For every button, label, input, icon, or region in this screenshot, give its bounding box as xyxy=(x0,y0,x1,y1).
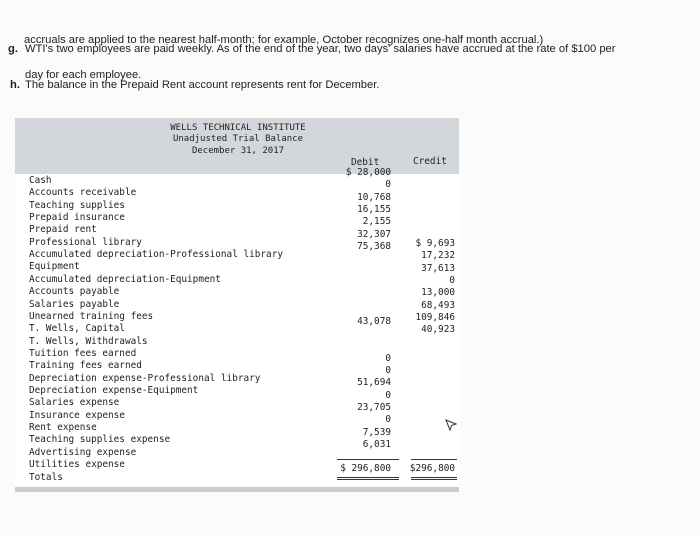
instruction-h-line1: The balance in the Prepaid Rent account represents rent for December. xyxy=(25,79,380,91)
credit-amount: 40,923 xyxy=(421,324,455,336)
debit-amount: $ 28,000 xyxy=(345,167,391,178)
debit-amount: 0 xyxy=(385,179,391,191)
credit-amount: 68,493 xyxy=(421,299,455,311)
account-name: Advertising expense xyxy=(29,446,137,458)
credit-header: Credit xyxy=(413,156,447,167)
account-name: Salaries expense xyxy=(29,397,120,409)
account-name: Prepaid rent xyxy=(29,224,97,236)
debit-amount: 0 xyxy=(385,364,391,376)
instruction-g-label: g. xyxy=(8,43,18,55)
credit-total-rule xyxy=(411,459,457,460)
debit-amount: 16,155 xyxy=(357,204,391,216)
account-name: Salaries payable xyxy=(29,298,120,310)
debit-amount: 0 xyxy=(385,414,391,426)
credit-double-rule-2 xyxy=(411,479,457,480)
debit-header: Debit xyxy=(351,157,380,168)
account-name: Rent expense xyxy=(29,422,97,433)
debit-amount: 10,768 xyxy=(357,191,391,203)
account-name: Teaching supplies xyxy=(29,199,125,211)
debit-amount: 0 xyxy=(385,352,391,364)
account-name: Tuition fees earned xyxy=(29,347,137,359)
account-name: Equipment xyxy=(29,261,80,273)
debit-amount: 2,155 xyxy=(362,216,391,228)
table-footer-band xyxy=(15,487,459,492)
account-name: Prepaid insurance xyxy=(29,212,125,224)
account-name: Depreciation expense-Equipment xyxy=(29,384,199,396)
instruction-g-line1: WTI's two employees are paid weekly. As of the end of the year, two days' salaries have accrued at the rate of $100 per xyxy=(25,43,616,55)
account-name: T. Wells, Capital xyxy=(29,323,125,335)
debit-amount: 0 xyxy=(385,389,391,401)
report-title: Unadjusted Trial Balance xyxy=(172,134,304,144)
credit-double-rule-1 xyxy=(411,477,457,478)
debit-amount: 6,031 xyxy=(362,439,391,451)
instruction-line-continuation: accruals are applied to the nearest half-month; for example, October recognizes one-half month accrual.) xyxy=(24,34,544,46)
credit-amount: 109,846 xyxy=(415,311,455,323)
instruction-g-line2: day for each employee. xyxy=(25,69,142,81)
debit-total-rule xyxy=(337,459,399,460)
account-name: Accounts payable xyxy=(29,286,120,298)
debit-amount: 43,078 xyxy=(357,315,391,327)
totals-label: Totals xyxy=(29,472,63,483)
account-name: Accounts receivable xyxy=(29,187,137,199)
totals-debit: $ 296,800 xyxy=(340,463,391,474)
account-name: Teaching supplies expense xyxy=(29,434,171,446)
instruction-h-label: h. xyxy=(10,79,20,91)
account-name: Accumulated depreciation-Professional library xyxy=(29,249,283,261)
mouse-cursor-icon xyxy=(444,418,458,432)
account-name: Unearned training fees xyxy=(29,310,154,322)
credit-amount: 13,000 xyxy=(421,287,455,299)
company-name: WELLS TECHNICAL INSTITUTE xyxy=(170,123,306,133)
debit-amount: 23,705 xyxy=(357,402,391,414)
credit-amount: $ 9,693 xyxy=(415,238,455,249)
account-name: T. Wells, Withdrawals xyxy=(29,335,148,347)
debit-amount: 75,368 xyxy=(357,241,391,253)
credit-amount: 37,613 xyxy=(421,262,455,274)
debit-double-rule-2 xyxy=(337,479,399,480)
account-name: Professional library xyxy=(29,236,142,248)
credit-amount: 17,232 xyxy=(421,250,455,262)
debit-amount: 32,307 xyxy=(357,228,391,240)
debit-amount: 7,539 xyxy=(362,426,391,438)
debit-amount: 51,694 xyxy=(357,377,391,389)
totals-credit: $296,800 xyxy=(409,463,455,474)
account-name: Cash xyxy=(29,175,52,186)
account-name: Training fees earned xyxy=(29,360,142,372)
credit-amount: 0 xyxy=(449,274,455,286)
account-name: Depreciation expense-Professional library xyxy=(29,372,261,384)
debit-double-rule-1 xyxy=(337,477,399,478)
trial-balance-table xyxy=(15,118,459,488)
account-name: Accumulated depreciation-Equipment xyxy=(29,273,221,285)
account-name: Insurance expense xyxy=(29,409,125,421)
report-date: December 31, 2017 xyxy=(191,146,285,156)
account-name: Utilities expense xyxy=(29,459,125,471)
